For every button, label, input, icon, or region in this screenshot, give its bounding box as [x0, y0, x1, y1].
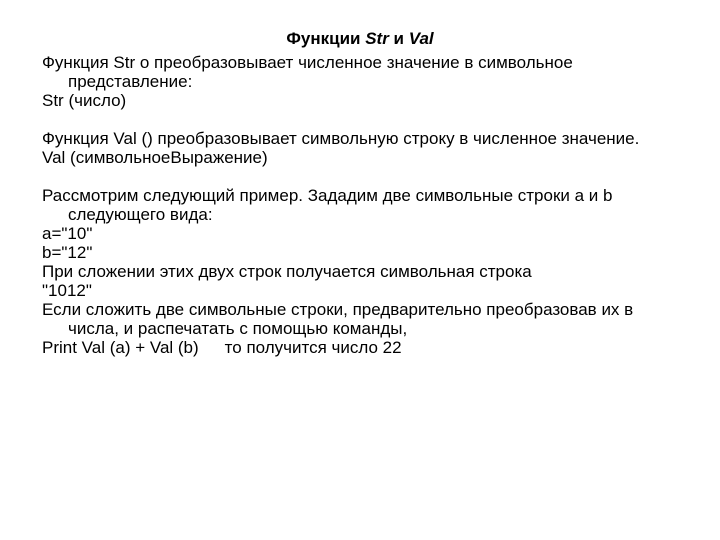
convert-text: Если сложить две символьные строки, предварительно преобразовав их в числа, и распечатать с помощью команды, [42, 300, 634, 338]
title-str: Str [365, 29, 389, 48]
print-line [42, 338, 682, 357]
str-syntax: Str (число) [42, 91, 127, 110]
val-syntax: Val (символьноеВыражение) [42, 148, 268, 167]
a-assignment: a="10" [42, 224, 93, 243]
title-and: и [388, 29, 409, 48]
str-definition: Функция Str о преобразовывает численное значение в символьное представление: [42, 53, 573, 91]
val-definition: Функция Val () преобразовывает символьную строку в численное значение. [42, 129, 640, 148]
title-val: Val [408, 29, 434, 48]
slide-title [0, 29, 720, 49]
b-assignment: b="12" [42, 243, 93, 262]
print-result: то получится число 22 [224, 338, 402, 357]
slide-body [42, 53, 682, 357]
print-command: Print Val (a) + Val (b) [42, 338, 199, 357]
example-intro: Рассмотрим следующий пример. Зададим две символьные строки а и b следующего вида: [42, 186, 613, 224]
concat-result: "1012" [42, 281, 92, 300]
title-prefix: Функции [286, 29, 366, 48]
concat-text: При сложении этих двух строк получается символьная строка [42, 262, 532, 281]
